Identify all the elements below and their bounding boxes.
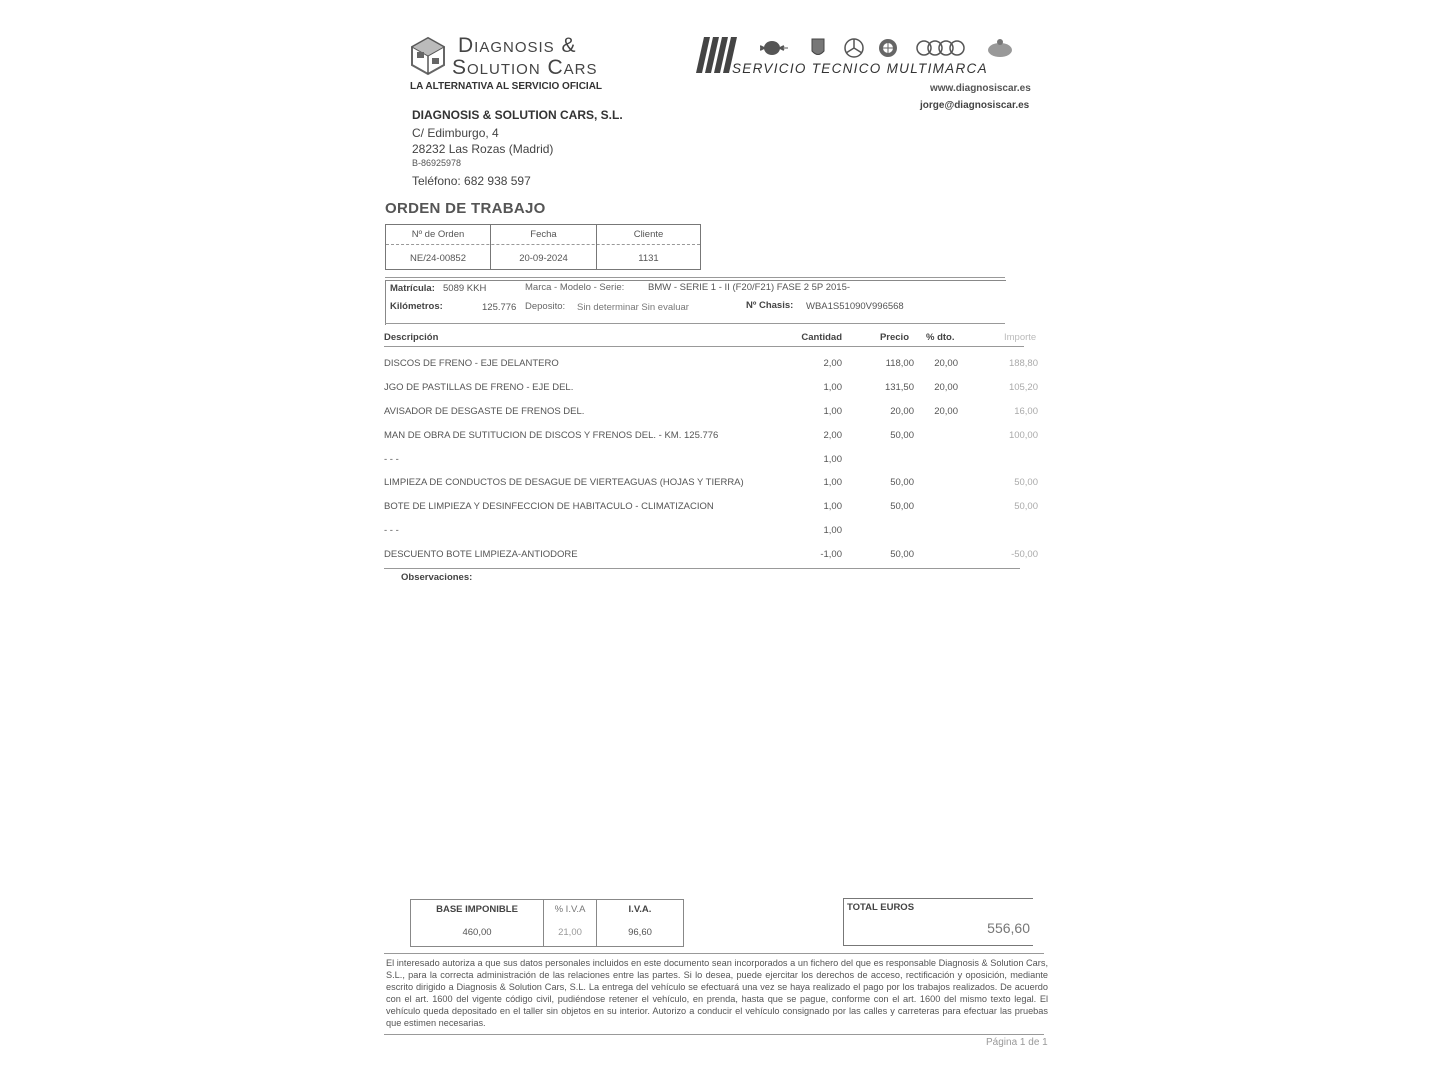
- row-quantity: 1,00: [823, 477, 842, 488]
- iva-pct-cell: [544, 900, 597, 946]
- email-link[interactable]: jorge@diagnosiscar.es: [920, 100, 1030, 111]
- row-quantity: 1,00: [823, 406, 842, 417]
- page-number: Página 1 de 1: [986, 1037, 1048, 1048]
- row-amount: 100,00: [1008, 430, 1038, 441]
- company-phone: Teléfono: 682 938 597: [412, 174, 531, 188]
- row-discount: 20,00: [934, 358, 958, 369]
- observations-label: Observaciones:: [401, 572, 473, 583]
- row-amount: 16,00: [1014, 406, 1038, 417]
- km-value: 125.776: [482, 302, 517, 313]
- iva-pct-label: % I.V.A: [554, 904, 586, 915]
- col-header-discount: % dto.: [926, 332, 955, 343]
- row-price: 50,00: [890, 477, 914, 488]
- row-amount: -50,00: [1011, 549, 1038, 560]
- company-address-city: 28232 Las Rozas (Madrid): [412, 142, 554, 156]
- col-header-description: Descripción: [384, 332, 439, 343]
- row-description: - - -: [384, 454, 399, 465]
- client-label: Cliente: [633, 229, 664, 240]
- model-value: BMW - SERIE 1 - II (F20/F21) FASE 2 5P 2015-: [648, 282, 851, 293]
- row-price: 50,00: [890, 501, 914, 512]
- date-value: 20-09-2024: [519, 253, 568, 264]
- porsche-logo-icon: [812, 39, 824, 55]
- row-description: BOTE DE LIMPIEZA Y DESINFECCION DE HABITACULO - CLIMATIZACION: [384, 501, 714, 512]
- vw-logo-icon: [988, 39, 1012, 57]
- date-cell: [491, 225, 597, 269]
- col-header-quantity: Cantidad: [801, 332, 842, 343]
- iva-value: 96,60: [628, 927, 652, 938]
- legal-notice: El interesado autoriza a que sus datos personales incluidos en este documento sean incorporados a un fichero del que es responsable Diagnosis & Solution Cars, S.L., para la correcta administración de las relaciones entre las partes. Si lo desea, puede ejercitar los derechos de acceso, rectificación y oposición, mediante escrito dirigido a Diagnosis & Solution Cars, S.L. La entrega del vehículo se efectuará una vez se haya realizado el pago por los trabajos realizados. De acuerdo con el art. 1600 del vigente código civil, pudiéndose retener el vehículo, en prenda, hasta que se pague, conforme con el art. 1600 del mismo texto legal. El vehículo queda depositado en el taller sin objetos en su interior. Autorizo a conducir el vehículo consignado por las calles y carreteras para efectuar las pruebas que estimen necesarias.: [386, 958, 1048, 1028]
- col-header-price: Precio: [879, 332, 909, 343]
- company-cif: B-86925978: [412, 158, 462, 168]
- row-quantity: 2,00: [823, 430, 842, 441]
- base-label: BASE IMPONIBLE: [436, 904, 518, 915]
- row-quantity: 2,00: [823, 358, 842, 369]
- plate-label: Matrícula:: [390, 283, 435, 294]
- row-description: JGO DE PASTILLAS DE FRENO - EJE DEL.: [384, 382, 574, 393]
- row-price: 118,00: [885, 358, 914, 369]
- row-quantity: 1,00: [823, 501, 842, 512]
- brand-logos: [760, 36, 1020, 60]
- order-number-cell: [386, 225, 491, 269]
- company-name: DIAGNOSIS & SOLUTION CARS, S.L.: [412, 108, 623, 122]
- deposit-label: Deposito:: [525, 301, 566, 312]
- website-link[interactable]: www.diagnosiscar.es: [930, 83, 1031, 94]
- client-value: 1131: [638, 253, 659, 264]
- row-quantity: 1,00: [823, 382, 842, 393]
- total-value: 556,60: [987, 920, 1030, 936]
- order-number-label: Nº de Orden: [411, 229, 465, 240]
- plate-value: 5089 KKH: [443, 283, 487, 294]
- row-description: LIMPIEZA DE CONDUCTOS DE DESAGUE DE VIERTEAGUAS (HOJAS Y TIERRA): [384, 477, 744, 488]
- iva-cell: [597, 900, 683, 946]
- model-label: Marca - Modelo - Serie:: [525, 282, 625, 293]
- order-header-table: [385, 224, 701, 270]
- logo-text-line1: Diagnosis &: [458, 34, 577, 57]
- row-description: MAN DE OBRA DE SUTITUCION DE DISCOS Y FRENOS DEL. - KM. 125.776: [384, 430, 719, 441]
- row-discount: 20,00: [934, 406, 958, 417]
- logo-cube-icon: [410, 36, 446, 76]
- row-amount: 50,00: [1014, 477, 1038, 488]
- deposit-value: Sin determinar Sin evaluar: [577, 302, 689, 313]
- row-price: 50,00: [890, 549, 914, 560]
- base-value: 460,00: [462, 927, 492, 938]
- row-description: - - -: [384, 525, 399, 536]
- col-header-amount: Importe: [1004, 332, 1037, 343]
- row-description: AVISADOR DE DESGASTE DE FRENOS DEL.: [384, 406, 585, 417]
- chassis-label: Nº Chasis:: [746, 300, 794, 311]
- iva-label: I.V.A.: [628, 904, 652, 915]
- mercedes-logo-icon: [845, 39, 863, 57]
- row-price: 20,00: [890, 406, 914, 417]
- order-number-value: NE/24-00852: [410, 253, 466, 264]
- row-amount: 105,20: [1008, 382, 1038, 393]
- row-amount: 50,00: [1014, 501, 1038, 512]
- row-quantity: 1,00: [823, 454, 842, 465]
- date-label: Fecha: [530, 229, 557, 240]
- row-amount: 188,80: [1008, 358, 1038, 369]
- bmw-logo-icon: [879, 39, 897, 57]
- logo-tagline: LA ALTERNATIVA AL SERVICIO OFICIAL: [410, 81, 603, 92]
- row-price: 50,00: [890, 430, 914, 441]
- row-discount: 20,00: [934, 382, 958, 393]
- chassis-value: WBA1S51090V996568: [806, 301, 904, 312]
- row-price: 131,50: [884, 382, 914, 393]
- km-label: Kilómetros:: [390, 301, 443, 312]
- document-title: ORDEN DE TRABAJO: [385, 200, 546, 217]
- row-quantity: -1,00: [820, 549, 842, 560]
- service-title: SERVICIO TECNICO MULTIMARCA: [732, 61, 988, 76]
- row-description: DISCOS DE FRENO - EJE DELANTERO: [384, 358, 559, 369]
- totals-table: [410, 899, 684, 947]
- row-quantity: 1,00: [823, 525, 842, 536]
- base-cell: [411, 900, 544, 946]
- company-address-street: C/ Edimburgo, 4: [412, 126, 499, 140]
- iva-pct-value: 21,00: [558, 927, 582, 938]
- client-cell: [597, 225, 700, 269]
- row-description: DESCUENTO BOTE LIMPIEZA-ANTIODORE: [384, 549, 578, 560]
- total-label: TOTAL EUROS: [847, 902, 915, 913]
- mini-logo-icon: [760, 41, 788, 55]
- audi-logo-icon: [917, 41, 964, 55]
- logo-text-line2: Solution Cars: [452, 56, 598, 79]
